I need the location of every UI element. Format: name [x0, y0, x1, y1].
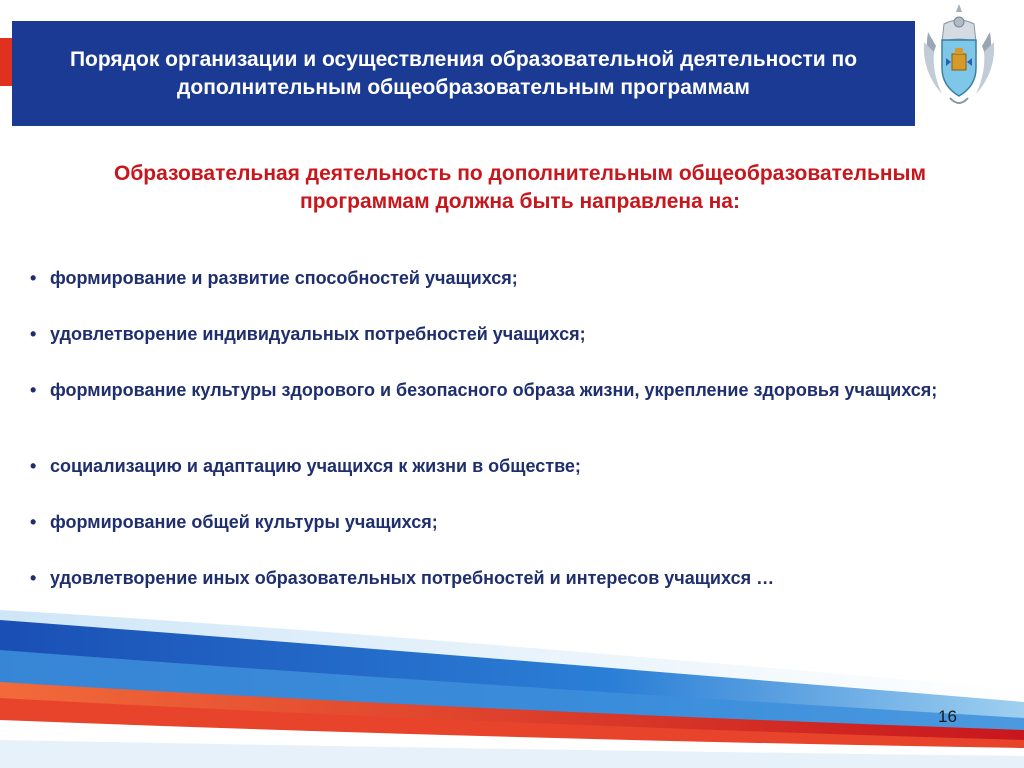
list-item	[30, 323, 990, 346]
bullet-text: формирование общей культуры учащихся;	[50, 512, 438, 532]
bullet-dot: •	[30, 268, 37, 288]
bullet-dot: •	[30, 456, 37, 476]
bullet-text: формирование и развитие способностей учащихся;	[50, 268, 518, 288]
list-item	[30, 379, 990, 402]
decorative-waves	[0, 590, 1024, 768]
bullet-dot: •	[30, 380, 37, 400]
bullet-text: социализацию и адаптацию учащихся к жизни в обществе;	[50, 456, 581, 476]
bullet-dot: •	[30, 324, 37, 344]
slide-title: Порядок организации и осуществления образовательной деятельности по дополнительным общеобразовательным программам	[69, 47, 858, 99]
list-item	[30, 567, 990, 590]
bullet-dot: •	[30, 512, 37, 532]
left-accent-bar	[0, 38, 12, 86]
list-item	[30, 511, 990, 534]
header-banner	[12, 21, 915, 126]
page-number: 16	[938, 707, 957, 726]
list-item	[30, 455, 990, 478]
section-subtitle: Образовательная деятельность по дополнительным общеобразовательным программам должна быть направлена на:	[113, 162, 927, 213]
list-item	[30, 267, 990, 290]
coat-of-arms-emblem-icon	[920, 2, 998, 112]
bullet-text: удовлетворение индивидуальных потребностей учащихся;	[50, 324, 586, 344]
bullet-dot: •	[30, 568, 37, 588]
bullet-text: формирование культуры здорового и безопасного образа жизни, укрепление здоровья учащихся;	[50, 380, 938, 400]
bullet-text: удовлетворение иных образовательных потребностей и интересов учащихся …	[50, 568, 775, 588]
